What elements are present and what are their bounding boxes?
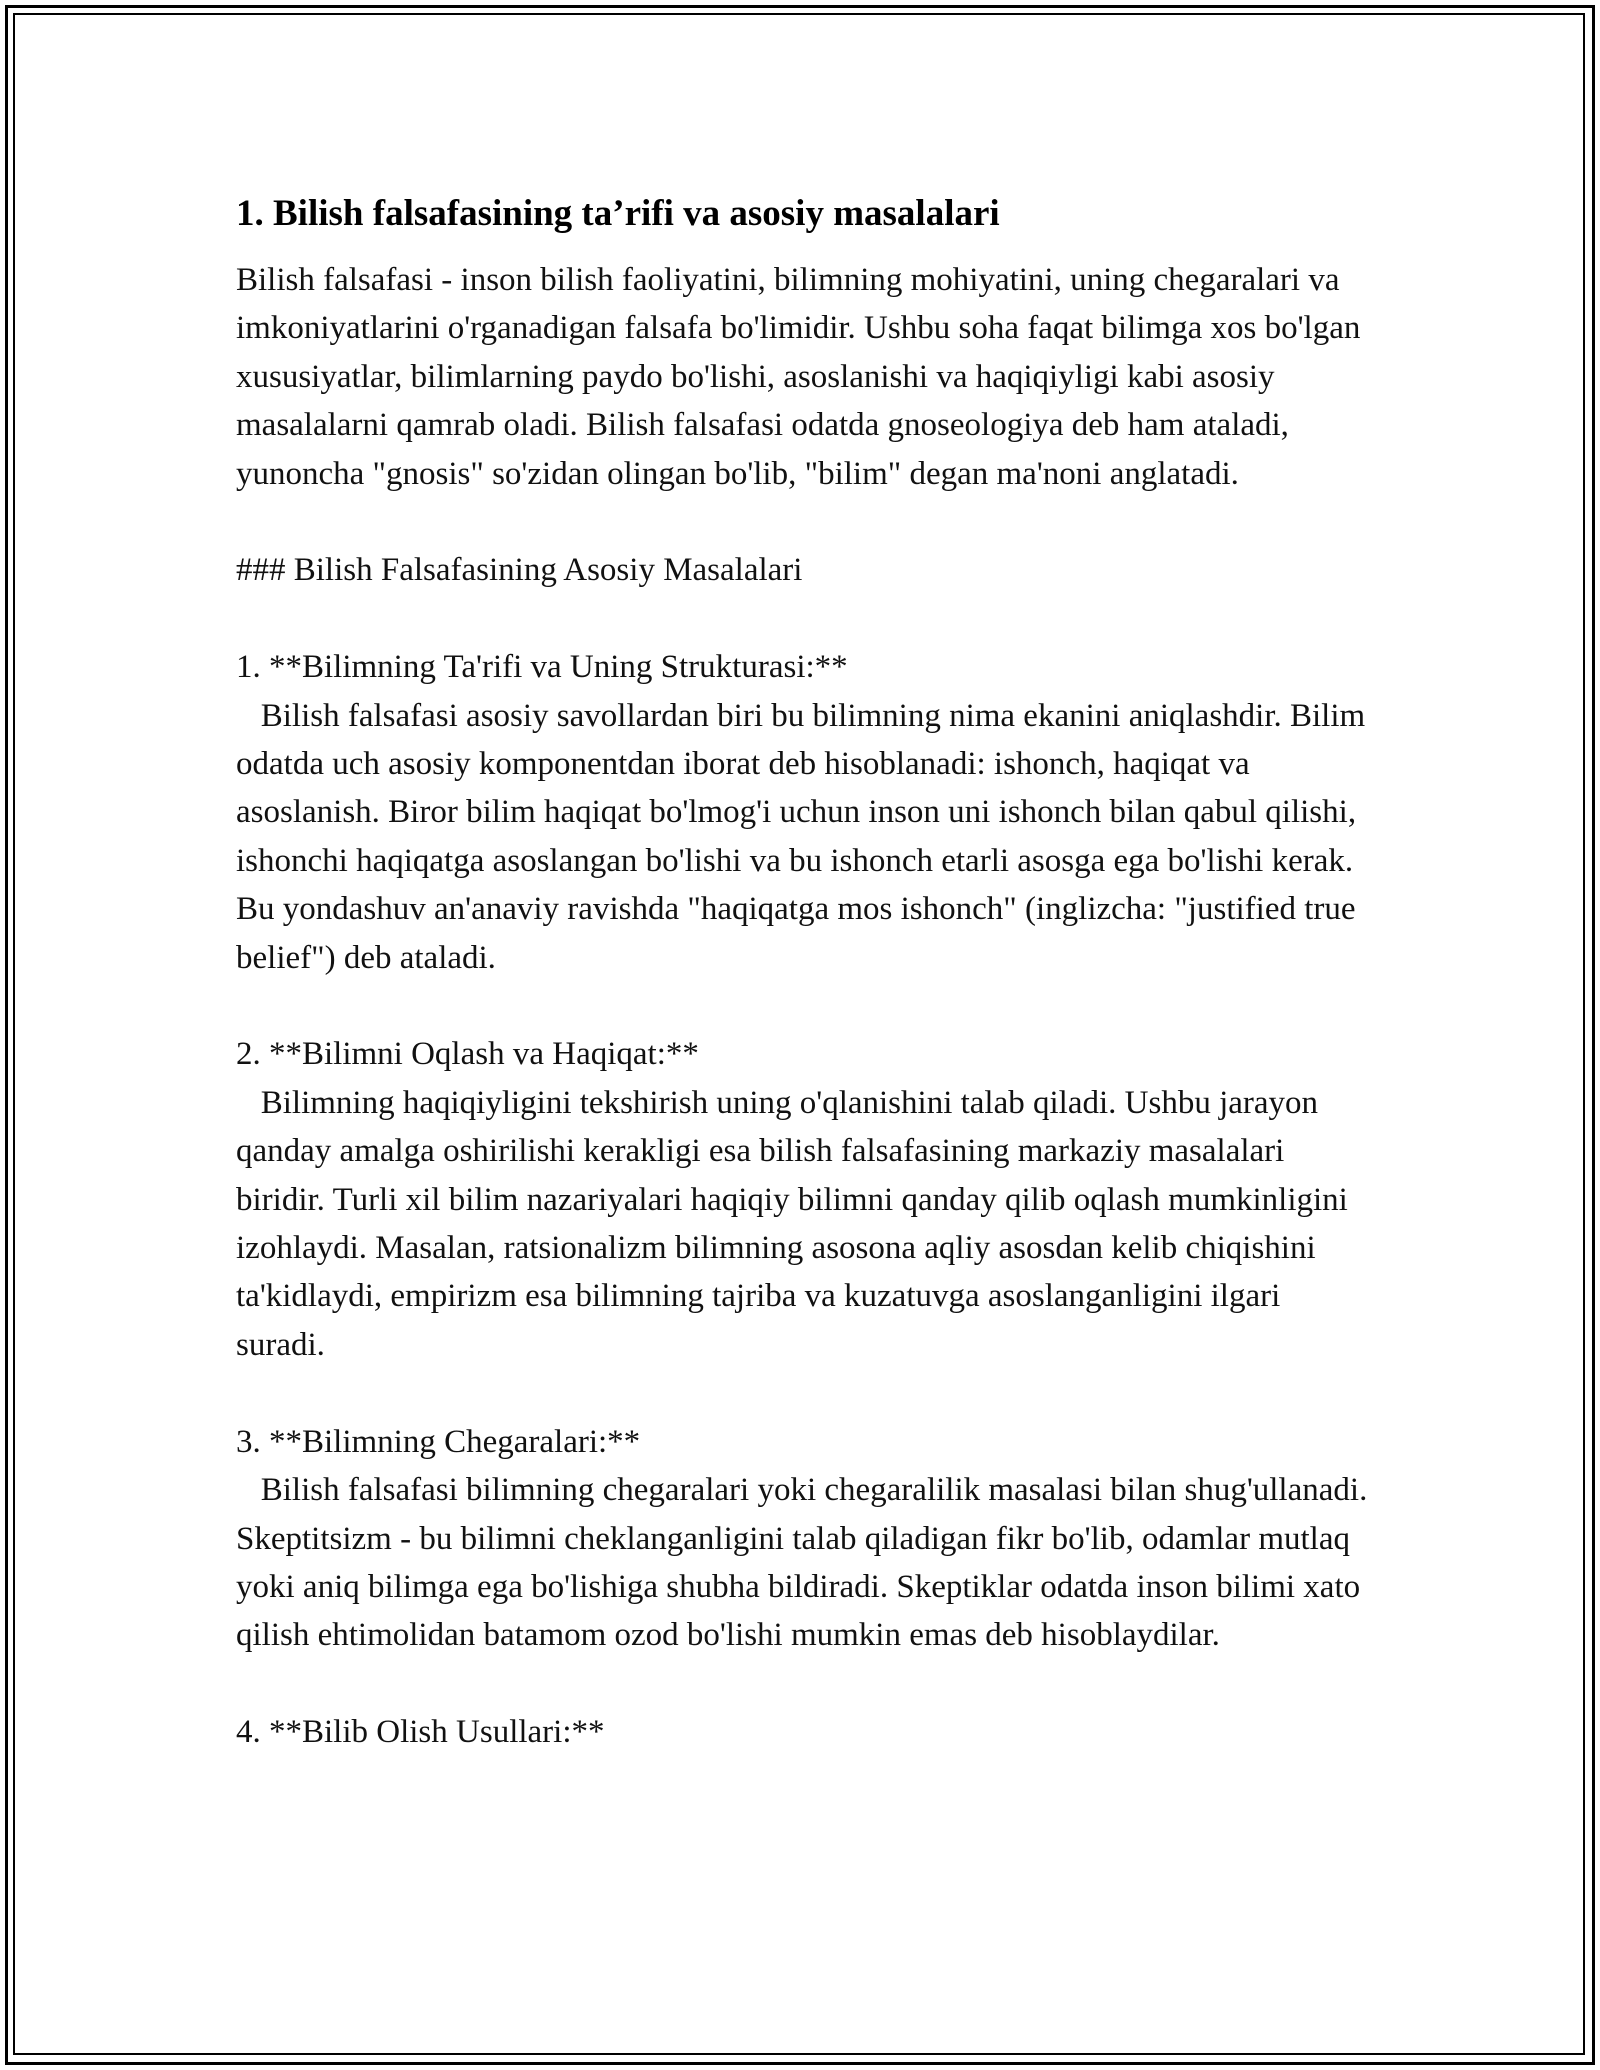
subheading: ### Bilish Falsafasining Asosiy Masalalari (236, 552, 803, 589)
section-body: Bilimning haqiqiyligini tekshirish uning o'qlanishini talab qiladi. Ushbu jarayon qanday amalga oshirilishi kerakligi esa bilish falsafasining markaziy masalalari biridir. Turli xil bilim nazariyalari haqiqiy bilimni qanday qilib oqlash mumkinligini izohlaydi. Masalan, ratsionalizm bilimning asosona aqliy asosdan kelib chiqishini ta'kidlaydi, empirizm esa bilimning tajriba va kuzatuvga asoslanganligini ilgari suradi. (236, 1084, 1357, 1363)
spacer (236, 982, 1376, 1030)
section-3 (236, 1418, 1376, 1660)
section-heading: 2. **Bilimni Oqlash va Haqiqat:** (236, 1036, 699, 1073)
section-heading: 3. **Bilimning Chegaralari:** (236, 1423, 641, 1460)
section-body: Bilish falsafasi asosiy savollardan biri bu bilimning nima ekanini aniqlashdir. Bilim odatda uch asosiy komponentdan iborat deb hisoblanadi: ishonch, haqiqat va asoslanish. Biror bilim haqiqat bo'lmog'i uchun inson uni ishonch bilan qabul qilishi, ishonchi haqiqatga asoslangan bo'lishi va bu ishonch etarli asosga ega bo'lishi kerak. Bu yondashuv an'anaviy ravishda "haqiqatga mos ishonch" (inglizcha: "justified true belief") deb ataladi. (236, 697, 1374, 976)
spacer (236, 1369, 1376, 1417)
spacer (236, 595, 1376, 643)
section-body: Bilish falsafasi bilimning chegaralari yoki chegaralilik masalasi bilan shug'ullanadi. Skeptitsizm - bu bilimni cheklanganligini talab qiladigan fikr bo'lib, odamlar mutlaq yoki aniq bilimga ega bo'lishiga shubha bildiradi. Skeptiklar odatda inson bilimi xato qilish ehtimolidan batamom ozod bo'lishi mumkin emas deb hisoblaydilar. (236, 1472, 1376, 1654)
section-heading: 4. **Bilib Olish Usullari:** (236, 1714, 605, 1751)
spacer (236, 1660, 1376, 1708)
document-title: 1. Bilish falsafasining ta’rifi va asosiy masalalari (236, 193, 1000, 234)
section-heading: 1. **Bilimning Ta'rifi va Uning Strukturasi:** (236, 649, 848, 686)
section-1 (236, 643, 1376, 982)
spacer (236, 498, 1376, 546)
section-2 (236, 1030, 1376, 1369)
intro-paragraph: Bilish falsafasi - inson bilish faoliyatini, bilimning mohiyatini, uning chegaralari va imkoniyatlarini o'rganadigan falsafa bo'limidir. Ushbu soha faqat bilimga xos bo'lgan xususiyatlar, bilimlarning paydo bo'lishi, asoslanishi va haqiqiyligi kabi asosiy masalalarni qamrab oladi. Bilish falsafasi odatda gnoseologiya deb ham ataladi, yunoncha "gnosis" so'zidan olingan bo'lib, "bilim" degan ma'noni anglatadi. (236, 262, 1369, 492)
document-content (236, 182, 1376, 1757)
section-4 (236, 1708, 1376, 1756)
